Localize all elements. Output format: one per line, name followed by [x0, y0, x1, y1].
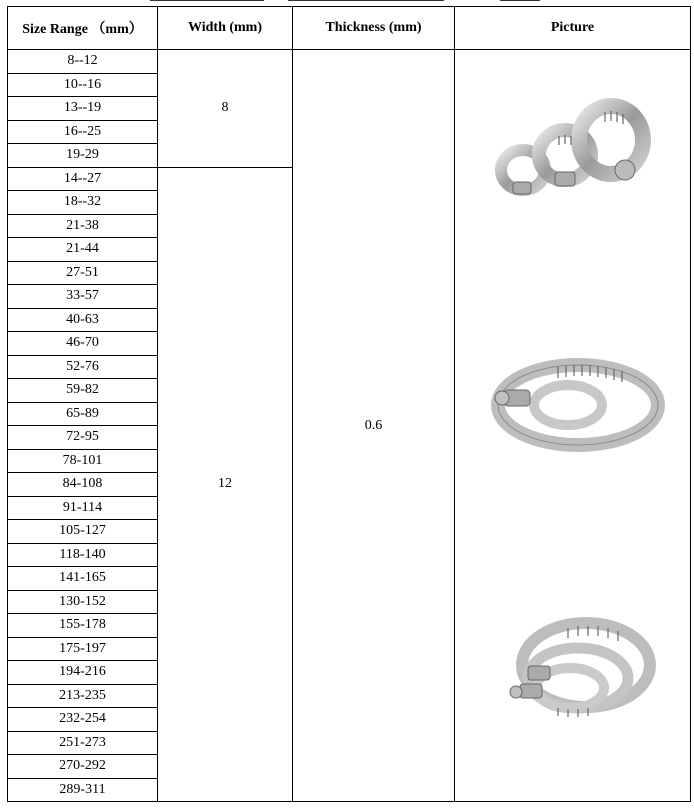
size-range-cell: 40-63	[8, 308, 158, 332]
table-row	[8, 50, 691, 74]
hose-clamp-wide-image	[455, 350, 690, 470]
size-range-cell: 21-38	[8, 214, 158, 238]
width-cell: 8	[158, 50, 293, 168]
size-range-cell: 155-178	[8, 614, 158, 638]
width-cell: 12	[158, 167, 293, 802]
size-range-cell: 175-197	[8, 637, 158, 661]
page-top-edge	[0, 0, 694, 4]
size-range-cell: 59-82	[8, 379, 158, 403]
size-range-cell: 33-57	[8, 285, 158, 309]
size-range-cell: 270-292	[8, 755, 158, 779]
size-range-cell: 289-311	[8, 778, 158, 802]
header-width: Width (mm)	[158, 7, 293, 50]
size-range-cell: 21-44	[8, 238, 158, 262]
size-range-cell: 19-29	[8, 144, 158, 168]
size-range-cell: 16--25	[8, 120, 158, 144]
size-range-cell: 194-216	[8, 661, 158, 685]
hose-clamps-small-image	[455, 90, 690, 220]
size-range-cell: 72-95	[8, 426, 158, 450]
picture-cell	[455, 50, 691, 802]
size-range-cell: 91-114	[8, 496, 158, 520]
header-row	[8, 7, 691, 50]
size-range-cell: 105-127	[8, 520, 158, 544]
size-range-cell: 232-254	[8, 708, 158, 732]
header-size-range: Size Range （mm）	[8, 7, 158, 50]
size-range-cell: 65-89	[8, 402, 158, 426]
header-picture: Picture	[455, 7, 691, 50]
size-range-cell: 130-152	[8, 590, 158, 614]
size-range-cell: 78-101	[8, 449, 158, 473]
size-range-cell: 13--19	[8, 97, 158, 121]
size-range-cell: 27-51	[8, 261, 158, 285]
thickness-cell: 0.6	[293, 50, 455, 802]
hose-clamps-large-image	[455, 610, 690, 740]
size-range-cell: 46-70	[8, 332, 158, 356]
size-range-cell: 213-235	[8, 684, 158, 708]
size-range-cell: 8--12	[8, 50, 158, 74]
size-spec-table	[7, 6, 691, 802]
size-range-cell: 18--32	[8, 191, 158, 215]
size-range-cell: 84-108	[8, 473, 158, 497]
header-thickness: Thickness (mm)	[293, 7, 455, 50]
size-range-cell: 251-273	[8, 731, 158, 755]
size-range-cell: 14--27	[8, 167, 158, 191]
size-range-cell: 141-165	[8, 567, 158, 591]
size-range-cell: 52-76	[8, 355, 158, 379]
size-range-cell: 10--16	[8, 73, 158, 97]
size-range-cell: 118-140	[8, 543, 158, 567]
